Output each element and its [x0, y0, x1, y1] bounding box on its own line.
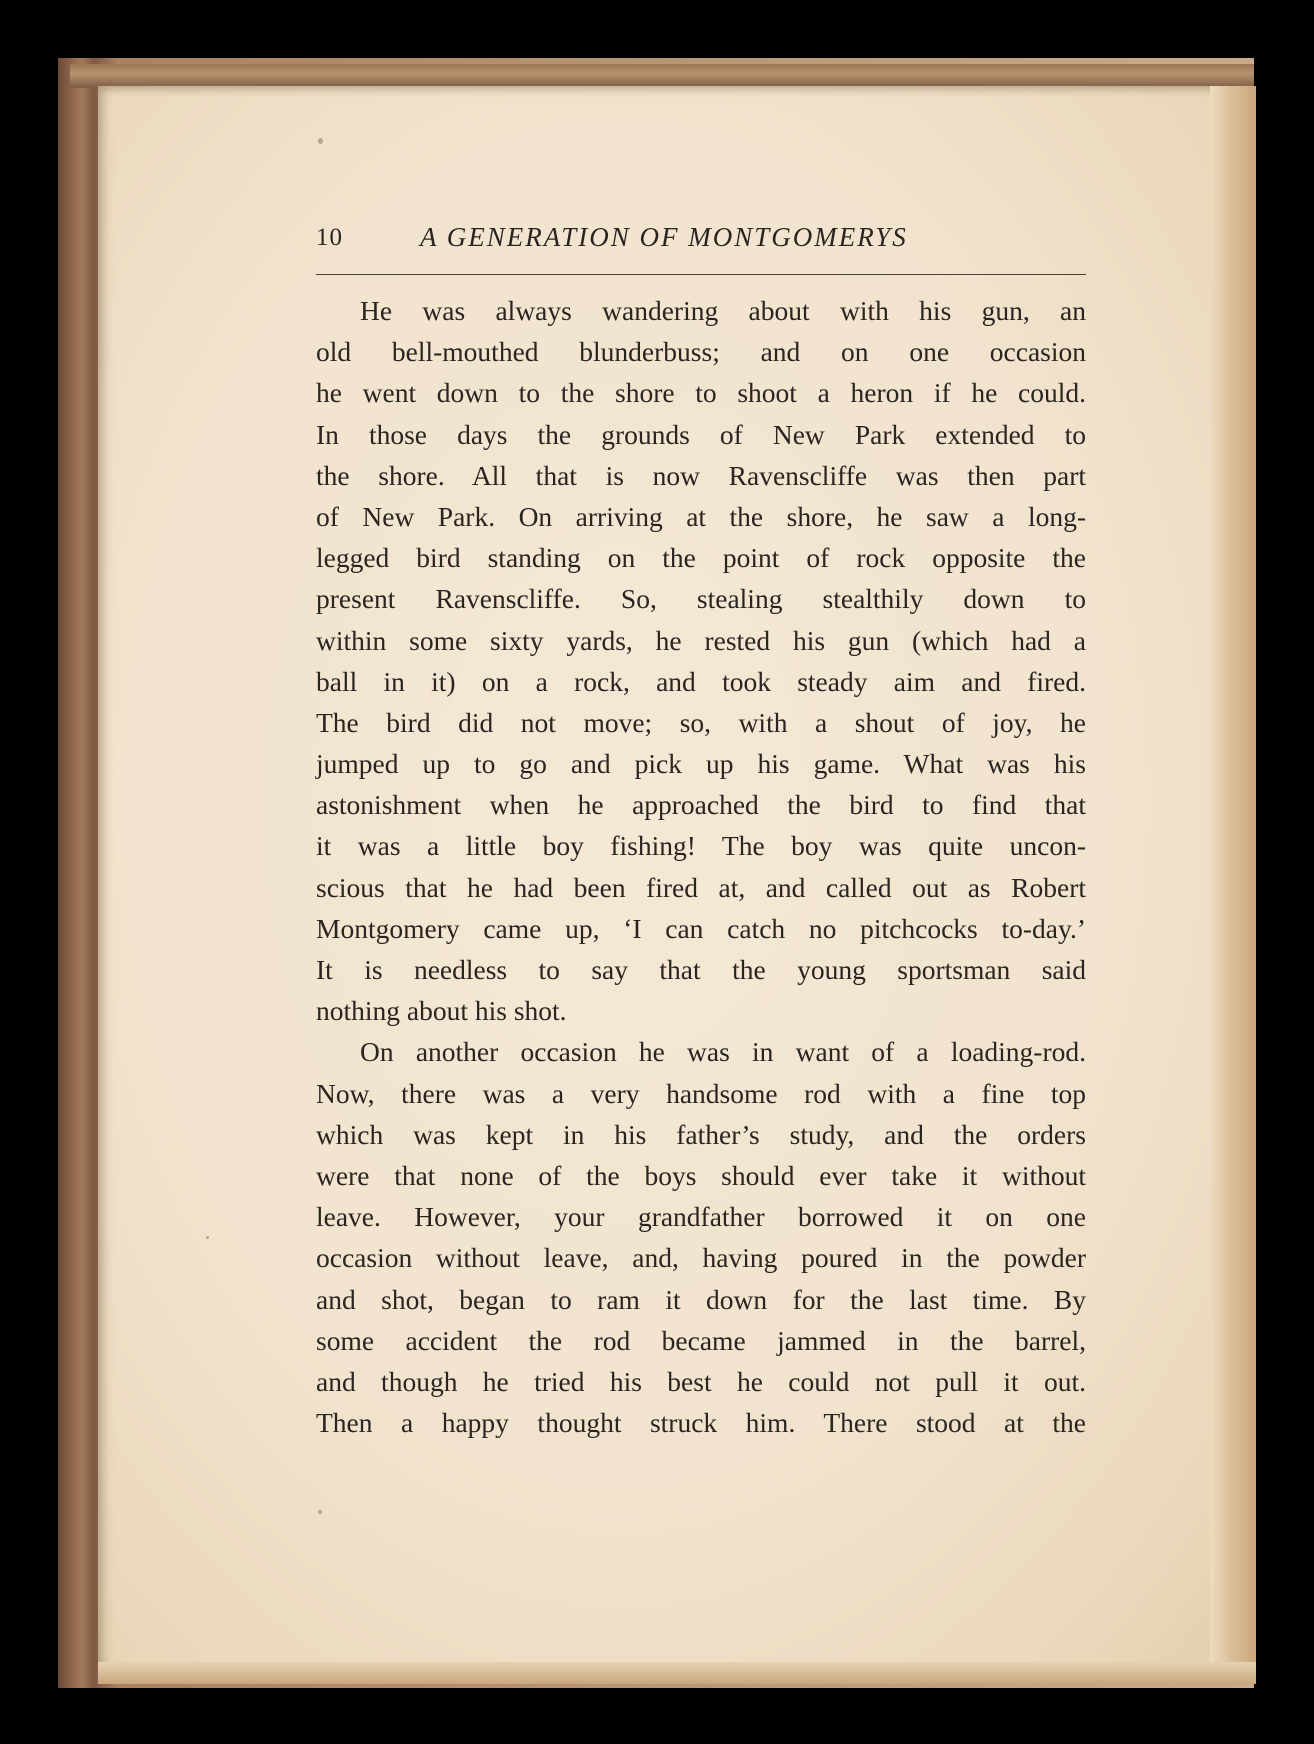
text-line: He was always wandering about with his gun, an [360, 295, 1086, 326]
text-line: jumped up to go and pick up his game. What was his [316, 748, 1086, 780]
page-right-edge [1210, 86, 1256, 1682]
header-rule [316, 274, 1086, 275]
text-line: Montgomery came up, ‘I can catch no pitchcocks to-day.’ [316, 912, 1086, 944]
paragraph [316, 290, 1086, 1031]
text-line: It is needless to say that the young sportsman said [316, 954, 1086, 985]
text-line: scious that he had been fired at, and called out as Robert [316, 871, 1086, 903]
page-number: 10 [316, 224, 343, 251]
text-line: the shore. All that is now Ravenscliffe was then part [316, 459, 1086, 491]
text-line: On another occasion he was in want of a loading-rod. [360, 1036, 1086, 1068]
body-text [316, 290, 1086, 1443]
text-line: and shot, began to ram it down for the last time. By [316, 1283, 1086, 1315]
running-title: A GENERATION OF MONTGOMERYS [420, 222, 908, 252]
text-line: of New Park. On arriving at the shore, he saw a long- [316, 500, 1086, 532]
text-line: were that none of the boys should ever take it without [316, 1159, 1086, 1191]
running-header [316, 222, 1086, 258]
text-line: astonishment when he approached the bird to find that [316, 789, 1086, 821]
text-line: which was kept in his father’s study, and the orders [316, 1118, 1086, 1150]
paper-speck [318, 1510, 322, 1514]
text-line: nothing about his shot. [316, 995, 567, 1027]
text-line: some accident the rod became jammed in the barrel, [316, 1324, 1086, 1356]
page-bottom-edge [98, 1662, 1256, 1684]
paragraph [316, 1031, 1086, 1443]
text-line: legged bird standing on the point of rock opposite the [316, 542, 1086, 574]
text-line: Then a happy thought struck him. There stood at the [316, 1407, 1086, 1439]
text-line: Now, there was a very handsome rod with a fine top [316, 1077, 1086, 1109]
text-line: old bell-mouthed blunderbuss; and on one occasion [316, 336, 1086, 368]
text-line: and though he tried his best he could not pull it out. [316, 1365, 1086, 1397]
text-line: occasion without leave, and, having poured in the powder [316, 1242, 1086, 1274]
text-line: it was a little boy fishing! The boy was quite uncon- [316, 830, 1086, 862]
paper-speck [318, 138, 323, 144]
text-line: he went down to the shore to shoot a heron if he could. [316, 377, 1086, 409]
paper-speck [206, 1236, 209, 1239]
text-line: The bird did not move; so, with a shout of joy, he [316, 706, 1086, 738]
text-line: ball in it) on a rock, and took steady aim and fired. [316, 665, 1086, 697]
book-top-edge [70, 64, 1254, 88]
text-line: In those days the grounds of New Park extended to [316, 418, 1086, 450]
text-line: leave. However, your grandfather borrowed it on one [316, 1201, 1086, 1233]
text-line: present Ravenscliffe. So, stealing stealthily down to [316, 583, 1086, 615]
text-line: within some sixty yards, he rested his gun (which had a [316, 624, 1086, 656]
